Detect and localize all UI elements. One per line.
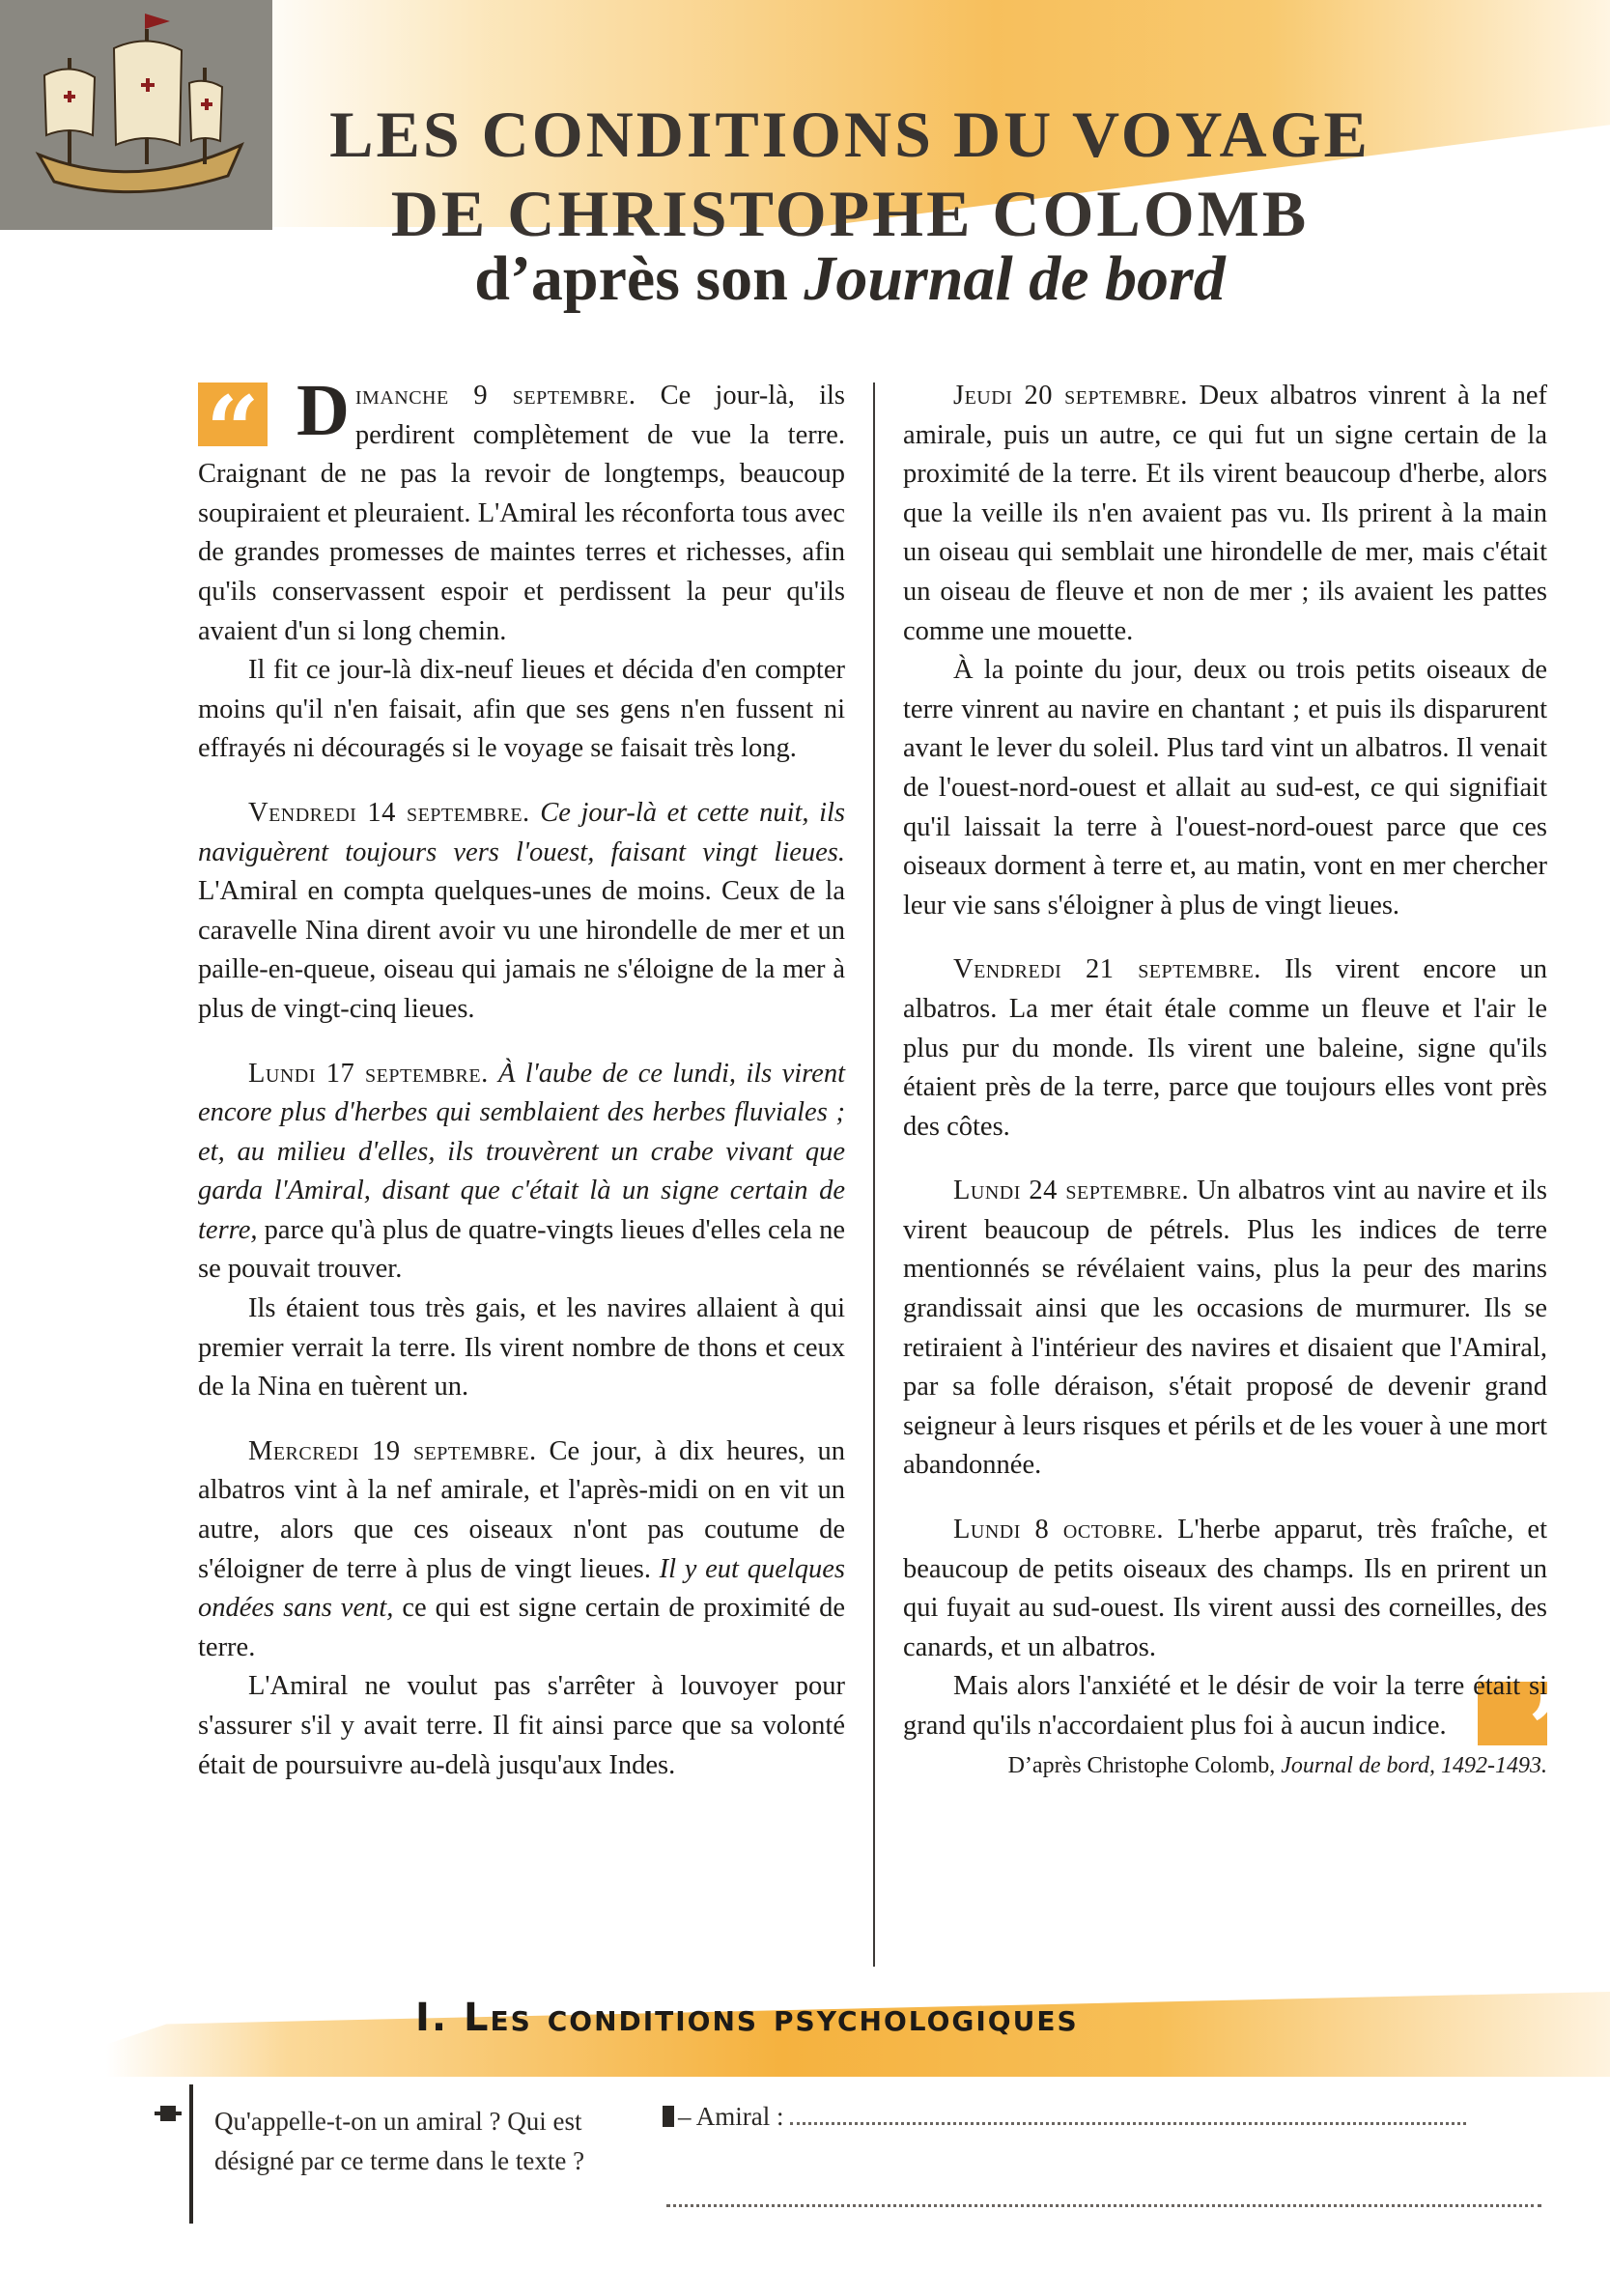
date-label: Lundi 24 septembre. [953, 1176, 1190, 1206]
entry-8-octobre [903, 1511, 1547, 1667]
answer-label: – Amiral : [678, 2102, 784, 2131]
paragraph: L'Amiral ne voulut pas s'arrêter à louvoyer pour s'assurer s'il y avait terre. Il fit ainsi parce que sa volonté était de poursuivre au-delà jusqu'aux Indes. [198, 1671, 845, 1780]
subtitle-italic: Journal de bord [804, 243, 1226, 314]
date-label: Lundi 8 octobre. [953, 1515, 1165, 1545]
answer-dotted-line[interactable] [790, 2103, 1466, 2125]
source-italic: Journal de bord, 1492-1493. [1281, 1752, 1547, 1778]
close-quote-icon: ” [1478, 1682, 1547, 1745]
entry-text: Ce jour, à dix heures, un albatros vint à la nef amirale, et l'après-midi on en vit un autre, alors que ces oiseaux n'ont pas coutume de s'éloigner de terre à plus de vingt lieues. [198, 1435, 845, 1584]
date-label: Jeudi 20 septembre. [953, 381, 1188, 411]
open-quote-icon: “ [198, 383, 268, 446]
entry-text: parce qu'à plus de quatre-vingts lieues d'elles cela ne se pouvait trouver. [198, 1214, 845, 1285]
entry-text: L'herbe apparut, très fraîche, et beaucoup de petits oiseaux des champs. Ils en prirent un qui fuyait au sud-ouest. Ils virent aussi des corneilles, des canards, et un albatros. [903, 1515, 1547, 1662]
entry-italic: Ce jour-là et cette nuit, ils naviguèrent toujours vers l'ouest, faisant vingt lieues. [198, 797, 846, 867]
question-marker-icon [160, 2106, 176, 2121]
date-label: imanche 9 septembre. [354, 381, 636, 411]
source-text: D’après Christophe Colomb, [1007, 1752, 1282, 1778]
entry-text: Ils virent encore un albatros. La mer était étale comme un fleuve et l'air le plus pur du monde. Ils virent une baleine, signe qu'ils étaient près de la terre, parce que toujours elles vont près des côtes. [903, 954, 1547, 1142]
paragraph: Il fit ce jour-là dix-neuf lieues et décida d'en compter moins qu'il n'en faisait, afin que ses gens n'en fussent ni effrayés ni découragés si le voyage se faisait très long. [198, 655, 845, 764]
question-bar [189, 2084, 193, 2224]
entry-text: L'Amiral en compta quelques-unes de moins. Ceux de la caravelle Nina dirent avoir vu une hirondelle de mer et un paille-en-queue, oiseau qui jamais ne s'éloigne de la mer à plus de vingt-cinq lieues. [198, 876, 845, 1024]
right-column [903, 377, 1582, 1785]
ship-icon [0, 0, 272, 230]
section-title: I. Les conditions psychologiques [415, 1996, 1079, 2040]
paragraph: À la pointe du jour, deux ou trois petits oiseaux de terre vinrent au navire en chantant ; et puis ils disparurent avant le lever du soleil. Plus tard vint un albatros. Il venait de l'ouest-nord-ouest et allait au sud-est, ce qui signifiait qu'il laissait la terre à l'ouest-nord-ouest parce que ces oiseaux dorment à terre et, au matin, vont en mer chercher leur vie sans s'éloigner à plus de vingt lieues. [903, 655, 1547, 921]
paragraph: Ils étaient tous très gais, et les navires allaient à qui premier verrait la terre. Ils virent nombre de thons et ceux de la Nina en tuèrent un. [198, 1293, 845, 1403]
title-line-2: DE CHRISTOPHE COLOMB [390, 177, 1310, 250]
answer-dotted-line-2[interactable] [666, 2185, 1541, 2207]
column-divider [873, 383, 875, 1967]
entry-text: Deux albatros vinrent à la nef amirale, puis un autre, ce qui fut un signe certain de la proximité de la terre. Et ils virent beaucoup d'herbe, alors que la veille ils n'en avaient pas vu. Ils prirent à la main un oiseau qui semblait une hirondelle de mer, mais c'était un oiseau de fleuve et non de mer ; ils avaient les pattes comme une mouette. [903, 381, 1547, 646]
entry-italic: Il y eut quelques ondées sans vent, [198, 1553, 845, 1624]
entry-italic: À l'aube de ce lundi, ils virent encore plus d'herbes qui semblaient des herbes fluviales ; et, au milieu d'elles, ils trouvèrent un crabe vivant que garda l'Amiral, disant que c'était là un signe certain de terre, [198, 1058, 845, 1245]
entry-text: ce qui est signe certain de proximité de terre. [198, 1593, 845, 1662]
exercise-question: Qu'appelle-t-on un amiral ? Qui est désigné par ce terme dans le texte ? [214, 2107, 585, 2175]
entry-21-septembre [903, 950, 1547, 1147]
page-subtitle [251, 245, 1449, 313]
date-label: Vendredi 14 septembre. [248, 797, 530, 828]
title-line-1: LES CONDITIONS DU VOYAGE [329, 98, 1370, 171]
answer-field-amiral[interactable] [663, 2102, 1466, 2132]
date-label: Lundi 17 septembre. [248, 1058, 489, 1089]
drop-cap: D [297, 370, 350, 451]
entry-24-septembre [903, 1172, 1547, 1486]
source-citation [903, 1746, 1547, 1786]
answer-marker-icon [663, 2106, 674, 2127]
entry-text: Ce jour-là, ils perdirent complètement de vue la terre. Craignant de ne pas la revoir de longtemps, beaucoup soupiraient et pleuraient. L'Amiral les réconforta tous avec de grandes promesses de maintes terres et richesses, afin qu'ils conservassent espoir et perdissent la peur qu'ils avaient d'un si long chemin. [198, 381, 846, 646]
caravel-illustration [0, 0, 272, 230]
page-title [251, 95, 1449, 253]
entry-20-septembre [903, 377, 1547, 651]
subtitle-text: d’après son [474, 243, 805, 314]
left-column [198, 370, 846, 1785]
entry-text: Mais alors l'anxiété et le désir de voir la terre était si grand qu'ils n'accordaient plus foi à aucun indice. [903, 1671, 1547, 1741]
date-label: Vendredi 21 septembre. [953, 954, 1261, 985]
entry-14-septembre [198, 794, 845, 1030]
entry-text: Un albatros vint au navire et ils virent beaucoup de pétrels. Plus les indices de terre mentionnés se révélaient vains, plus la peur des marins grandissait ainsi que les occasions de murmurer. Ils se retiraient à l'intérieur des navires et disaient que l'Amiral, par sa folle déraison, s'était proposé de devenir grand seigneur à leurs risques et périls et de les vouer à une mort abandonnée. [903, 1176, 1547, 1481]
entry-17-septembre [198, 1055, 845, 1290]
date-label: Mercredi 19 septembre. [248, 1435, 537, 1466]
entry-19-septembre [198, 1432, 845, 1668]
entry-9-septembre [198, 370, 846, 651]
